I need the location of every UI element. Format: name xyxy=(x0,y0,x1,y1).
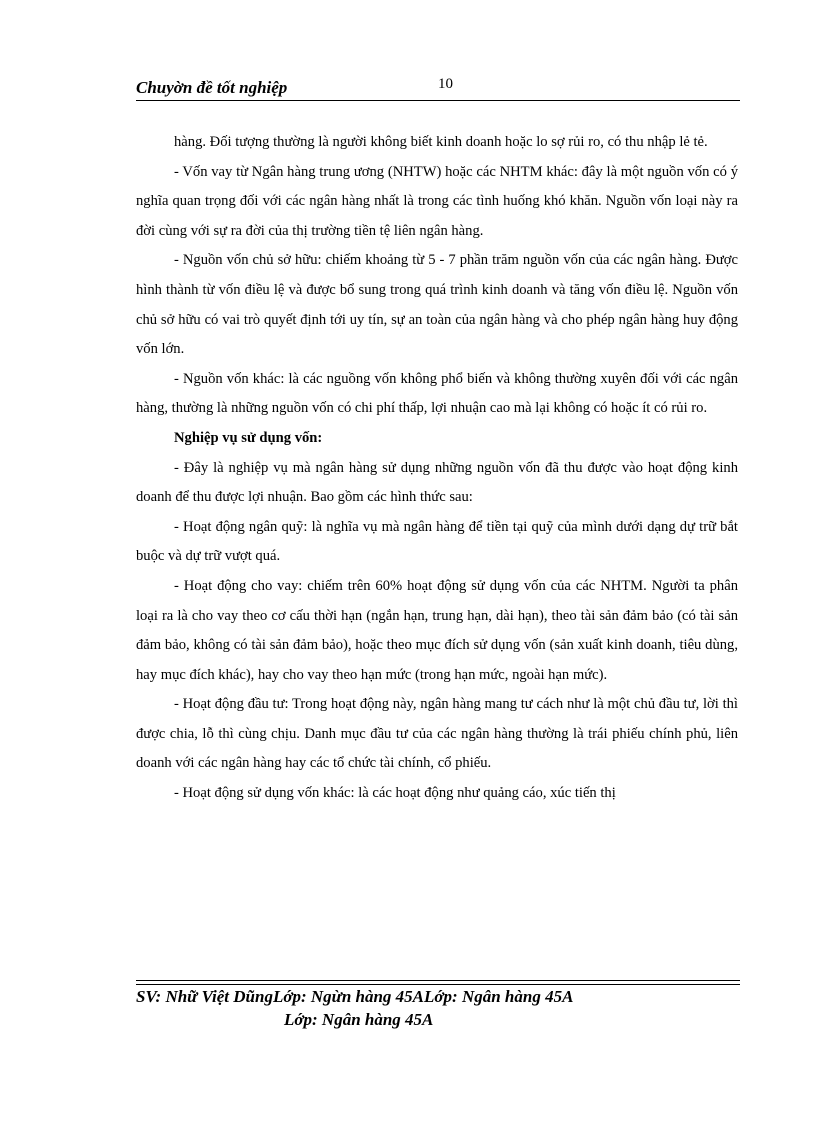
section-heading: Nghiệp vụ sử dụng vốn: xyxy=(174,429,323,446)
paragraph-4: - Nguồn vốn khác: là các nguồng vốn không phổ biến và không thường xuyên đối với các ngân hàng, thường là những nguồn vốn có chi phí thấp, lợi nhuận cao mà lại không có hoặc ít có rủi ro. xyxy=(136,370,738,417)
paragraph-5: - Đây là nghiệp vụ mà ngân hàng sử dụng những nguồn vốn đã thu được vào hoạt động kinh doanh để thu được lợi nhuận. Bao gồm các hình thức sau: xyxy=(136,459,738,506)
paragraph-2: - Vốn vay từ Ngân hàng trung ương (NHTW) hoặc các NHTM khác: đây là một nguồn vốn có ý nghĩa quan trọng đối với các ngân hàng nhất là trong các tình huống khó khăn. Nguồn vốn loại này ra đời cùng với sự ra đời của thị trường tiền tệ liên ngân hàng. xyxy=(136,163,738,239)
footer-class-line: Lớp: Ngân hàng 45A xyxy=(284,1010,434,1029)
footer-student-line: SV: Nhữ Việt DũngLớp: Ngừn hàng 45ALớp: Ngân hàng 45A xyxy=(136,987,574,1006)
paragraph-6: - Hoạt động ngân quỹ: là nghĩa vụ mà ngân hàng để tiền tại quỹ của mình dưới dạng dự trữ bắt buộc và dự trữ vượt quá. xyxy=(136,518,738,565)
header-divider xyxy=(136,100,740,101)
header-title: Chuyờn đề tốt nghiệp xyxy=(136,78,288,97)
page-header xyxy=(136,76,740,100)
paragraph-8: - Hoạt động đầu tư: Trong hoạt động này, ngân hàng mang tư cách như là một chủ đầu tư, lời thì được chia, lỗ thì cùng chịu. Danh mục đầu tư của các ngân hàng thường là trái phiếu chính phủ, liên doanh với các ngân hàng hay các tổ chức tài chính, cổ phiếu. xyxy=(136,696,738,772)
page-number: 10 xyxy=(438,76,453,92)
paragraph-9: - Hoạt động sử dụng vốn khác: là các hoạt động như quảng cáo, xúc tiến thị xyxy=(174,785,616,802)
paragraph-7: - Hoạt động cho vay: chiếm trên 60% hoạt động sử dụng vốn của các NHTM. Người ta phân loại ra là cho vay theo cơ cấu thời hạn (ngắn hạn, trung hạn, dài hạn), theo tài sản đảm bảo (có tài sản đảm bảo, không có tài sản đảm bảo), hoặc theo mục đích sử dụng vốn (sản xuất kinh doanh, tiêu dùng, hay mục đích khác), hay cho vay theo hạn mức (trong hạn mức, ngoài hạn mức). xyxy=(136,577,738,683)
footer-divider-thin xyxy=(136,984,740,985)
footer-divider xyxy=(136,980,740,981)
paragraph-3: - Nguồn vốn chủ sở hữu: chiếm khoảng từ 5 - 7 phần trăm nguồn vốn của các ngân hàng. Được hình thành từ vốn điều lệ và được bổ sung trong quá trình kinh doanh và tăng vốn điều lệ. Nguồn vốn chủ sở hữu có vai trò quyết định tới uy tín, sự an toàn của ngân hàng và cho phép ngân hàng huy động vốn lớn. xyxy=(136,252,738,358)
paragraph-1: hàng. Đối tượng thường là người không biết kinh doanh hoặc lo sợ rủi ro, có thu nhập lẻ tẻ. xyxy=(174,134,708,150)
document-body xyxy=(136,128,738,809)
